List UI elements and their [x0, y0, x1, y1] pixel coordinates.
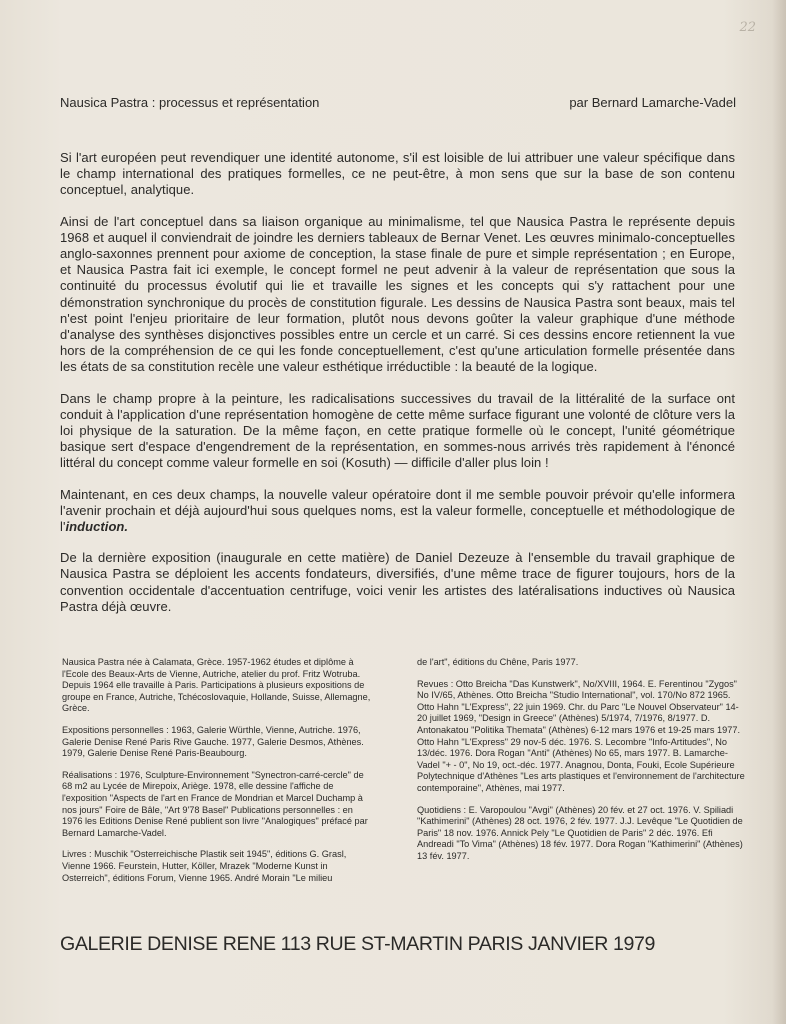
note-livres-continued: de l'art", éditions du Chêne, Paris 1977. — [417, 657, 579, 667]
essay-paragraph-3: Dans le champ propre à la peinture, les radicalisations successives du travail de la littéralité de la surface ont conduit à l'application d'une représentation homogène de cette même surface figurant une volonté de clôture vers la loi physique de la saturation. De la même façon, en cette pratique formelle où le concept, l'unité géométrique basique sert d'espace d'engendrement de la représentation, en sommes-nous arrivés très rapidement à l'énoncé littéral du concept comme valeur formelle en soi (Kosuth) — difficile d'aller plus loin ! — [60, 390, 735, 471]
essay-paragraph-5: De la dernière exposition (inaugurale en cette matière) de Daniel Dezeuze à l'ensemble du travail graphique de Nausica Pastra se déploient les accents fondateurs, diversifiés, d'une même trace de figurer toujours, hors de la convention occidentale d'accentuation centrifuge, voici venir les artistes des latéralisations inductives où Nausica Pastra déjà œuvre. — [60, 550, 735, 614]
note-realisations: Réalisations : 1976, Sculpture-Environnement "Synectron-carré-cercle" de 68 m2 au Lycée de Mirepoix, Ariège. 1978, elle dessine l'affiche de l'exposition "Aspects de l'art en France de Mondrian et Marcel Duchamp à nos jours" Foire de Bâle, "Art 9'78 Basel" Publications personnelles : en 1976 les Editions Denise René publient son livre "Analogiques" préfacé par Bernard Lamarche-Vadel. — [62, 769, 368, 838]
essay-paragraph-4-emphasis: induction. — [65, 519, 129, 535]
note-quotidiens: Quotidiens : E. Varopoulou "Avgi" (Athènes) 20 fév. et 27 oct. 1976. V. Spiliadi "Kathimerini" (Athènes) 28 oct. 1976, 2 fév. 1977. J.J. Levêque "Le Quotidien de Paris" 18 nov. 1976. Annick Pely "Le Quotidien de Paris" 2 déc. 1976. Efi Andreadi "To Vima" (Athènes) 18 fév. 1977. Dora Rogan "Kathimerini" (Athènes) 13 fév. 1977. — [417, 804, 743, 861]
essay-paragraph-1: Si l'art européen peut revendiquer une identité autonome, s'il est loisible de lui attribuer une valeur spécifique dans le champ international des pratiques formelles, ce ne peut-être, à mon sens que sur la base de son contenu conceptuel, analytique. — [60, 150, 735, 198]
essay-paragraph-4-text: Maintenant, en ces deux champs, la nouvelle valeur opératoire dont il me semble pouvoir prévoir qu'elle informera l'avenir prochain et déjà aujourd'hui sous quelques noms, est la valeur formelle, conceptuelle et méthodologique de l' — [60, 486, 735, 535]
essay-body — [60, 150, 735, 630]
note-biography: Nausica Pastra née à Calamata, Grèce. 1957-1962 études et diplôme à l'Ecole des Beaux-Arts de Vienne, Autriche, atelier du prof. Fritz Wotruba. Depuis 1964 elle travaille à Paris. Participations à plusieurs expositions de groupe en France, Autriche, Tchécoslovaquie, Hollande, Suisse, Allemagne, Grèce. — [62, 657, 371, 714]
page-edge-shadow — [772, 0, 786, 1024]
notes-right-column — [417, 657, 747, 873]
essay-paragraph-2: Ainsi de l'art conceptuel dans sa liaison organique au minimalisme, tel que Nausica Pastra le représente depuis 1968 et auquel il conviendrait de joindre les derniers tableaux de Bernar Venet. Les œuvres minimalo-conceptuelles anglo-saxonnes prennent pour axiome de conception, la stase finale de pure et simple représentation ; en Europe, et Nausica Pastra fait ici exemple, le concept formel ne peut advenir à la valeur de représentation que sous la continuité du processus évolutif qui lie et travaille les signes et les concepts qui s'y rattachent pour une démonstration synchronique du procès de constitution figurale. Les dessins de Nausica Pastra sont beaux, mais tel n'est point l'enjeu prioritaire de leur formation, plutôt nous devons goûter la valeur graphique d'une méthode d'analyse des synthèses disjonctives possibles entre un cercle et un carré. Si ces dessins encore retiennent la vue hors de la compréhension de ce qui les fonde conceptuellement, c'est qu'une articulation formelle présentée dans les états de sa constitution recèle une valeur esthétique irréductible : la beauté de la logique. — [60, 213, 735, 375]
note-livres: Livres : Muschik "Osterreichische Plastik seit 1945", éditions G. Grasl, Vienne 1966. Feurstein, Hutter, Köller, Mrazek "Moderne Kunst in Osterreich", éditions Forum, Vienne 1965. André Morain "Le milieu — [62, 849, 347, 883]
article-title: Nausica Pastra : processus et représentation — [60, 95, 320, 110]
notes-left-column — [62, 657, 374, 894]
gallery-footer: GALERIE DENISE RENE 113 RUE ST-MARTIN PARIS JANVIER 1979 — [60, 933, 655, 955]
essay-paragraph-4 — [60, 487, 735, 536]
note-revues: Revues : Otto Breicha "Das Kunstwerk", No/XVIII, 1964. E. Ferentinou "Zygos" No IV/65, Athènes. Otto Breicha "Studio International", vol. 170/No 872 1965. Otto Hahn "L'Express", 22 juin 1969. Chr. du Parc "Le Nouvel Observateur" 14-20 juillet 1969, "Design in Greece" (Athènes) 5/1974, 7/1976, 8/1977. D. Antonakatou "Politika Themata" (Athènes) 6-12 mars 1976 et 19-25 mars 1977. Otto Hahn "L'Express" 29 nov-5 déc. 1976. S. Lecombre "Info-Artitudes", No 13/déc. 1976. Dora Rogan "Anti" (Athènes) No 65, mars 1977. B. Lamarche-Vadel "+ - 0", No 19, oct.-déc. 1977. Anagnou, Donta, Fouki, Ecole Supérieure Polytechnique d'Athènes "Les arts plastiques et l'environnement de l'architecture contemporaine", Athènes, mai 1977. — [417, 678, 745, 793]
note-expositions: Expositions personnelles : 1963, Galerie Würthle, Vienne, Autriche. 1976, Galerie Denise René Paris Rive Gauche. 1977, Galerie Desmos, Athènes. 1979, Galerie Denise René Paris-Beaubourg. — [62, 724, 364, 759]
article-author: par Bernard Lamarche-Vadel — [569, 95, 736, 110]
page-number: 22 — [739, 20, 756, 35]
